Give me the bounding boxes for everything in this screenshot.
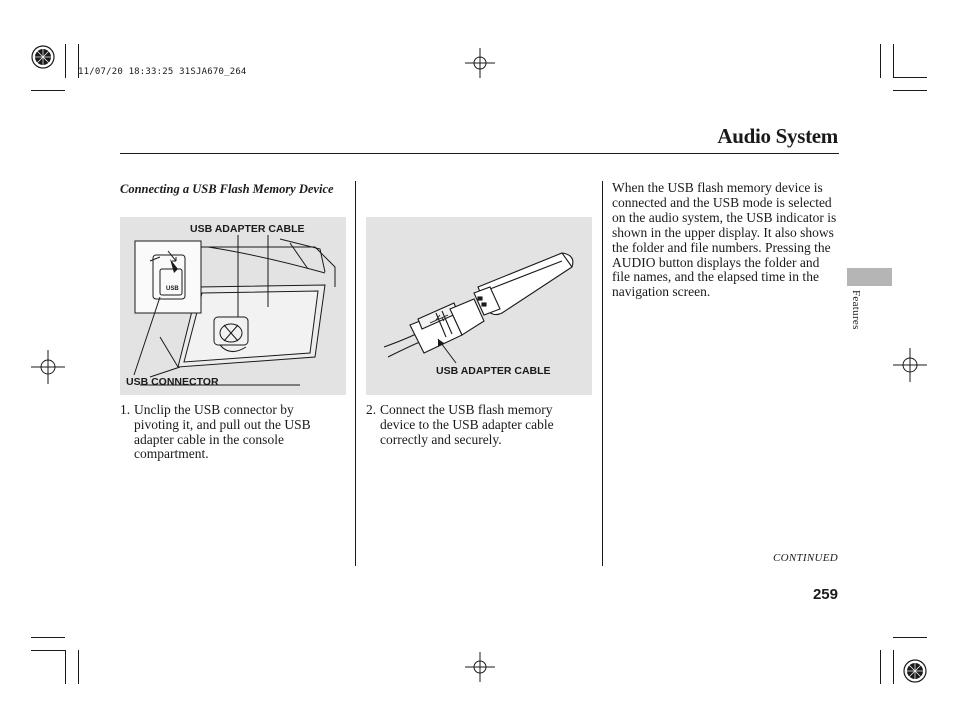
registration-starburst-icon [902,658,928,684]
crop-line [31,650,65,651]
figure-label-usb-connector: USB CONNECTOR [126,376,219,388]
crop-line [880,650,881,684]
figure-label-adapter-cable: USB ADAPTER CABLE [436,365,551,377]
title-rule [120,153,839,154]
continued-note: CONTINUED [772,552,838,564]
crop-line [893,77,927,78]
crop-line [893,650,894,684]
crop-line [65,650,66,684]
crosshair-target-icon [465,48,495,78]
step-number: 1. [120,402,131,417]
usb-indicator-paragraph: When the USB flash memory device is connected and the USB mode is selected on the audio system, the USB indicator is shown in the upper display. It also shows the folder and file numbers. Pressing the AUDIO button displays the folder and file names, and the elapsed time in the navigation screen. [612,180,837,300]
crop-line [78,650,79,684]
console-usb-figure [120,217,346,395]
crop-line [893,637,927,638]
crop-line [31,90,65,91]
print-stamp: 11/07/20 18:33:25 31SJA670_264 [78,67,247,77]
page-number: 259 [812,586,838,603]
crosshair-target-icon [893,348,927,382]
step-2 [366,403,592,453]
step-text: Unclip the USB connector by pivoting it, and pull out the USB adapter cable in the console compartment. [134,402,311,462]
step-text: Connect the USB flash memory device to the USB adapter cable correctly and securely. [380,402,554,447]
crop-line [65,44,66,78]
crop-line [31,637,65,638]
column-divider [602,181,603,566]
console-compartment-illustration [120,217,346,395]
step-1 [120,403,346,467]
crosshair-target-icon [465,652,495,682]
crop-line [893,90,927,91]
section-tab [847,268,892,286]
flash-drive-figure [366,217,592,395]
page-title: Audio System [717,124,838,148]
section-tab-label: Features [850,290,862,330]
section-heading: Connecting a USB Flash Memory Device [120,182,334,196]
crop-line [880,44,881,78]
crosshair-target-icon [31,350,65,384]
step-number: 2. [366,402,377,417]
usb-mark: USB [166,286,179,292]
registration-starburst-icon [30,44,56,70]
crop-line [893,44,894,78]
column-divider [355,181,356,566]
figure-label-adapter-cable: USB ADAPTER CABLE [190,223,305,235]
